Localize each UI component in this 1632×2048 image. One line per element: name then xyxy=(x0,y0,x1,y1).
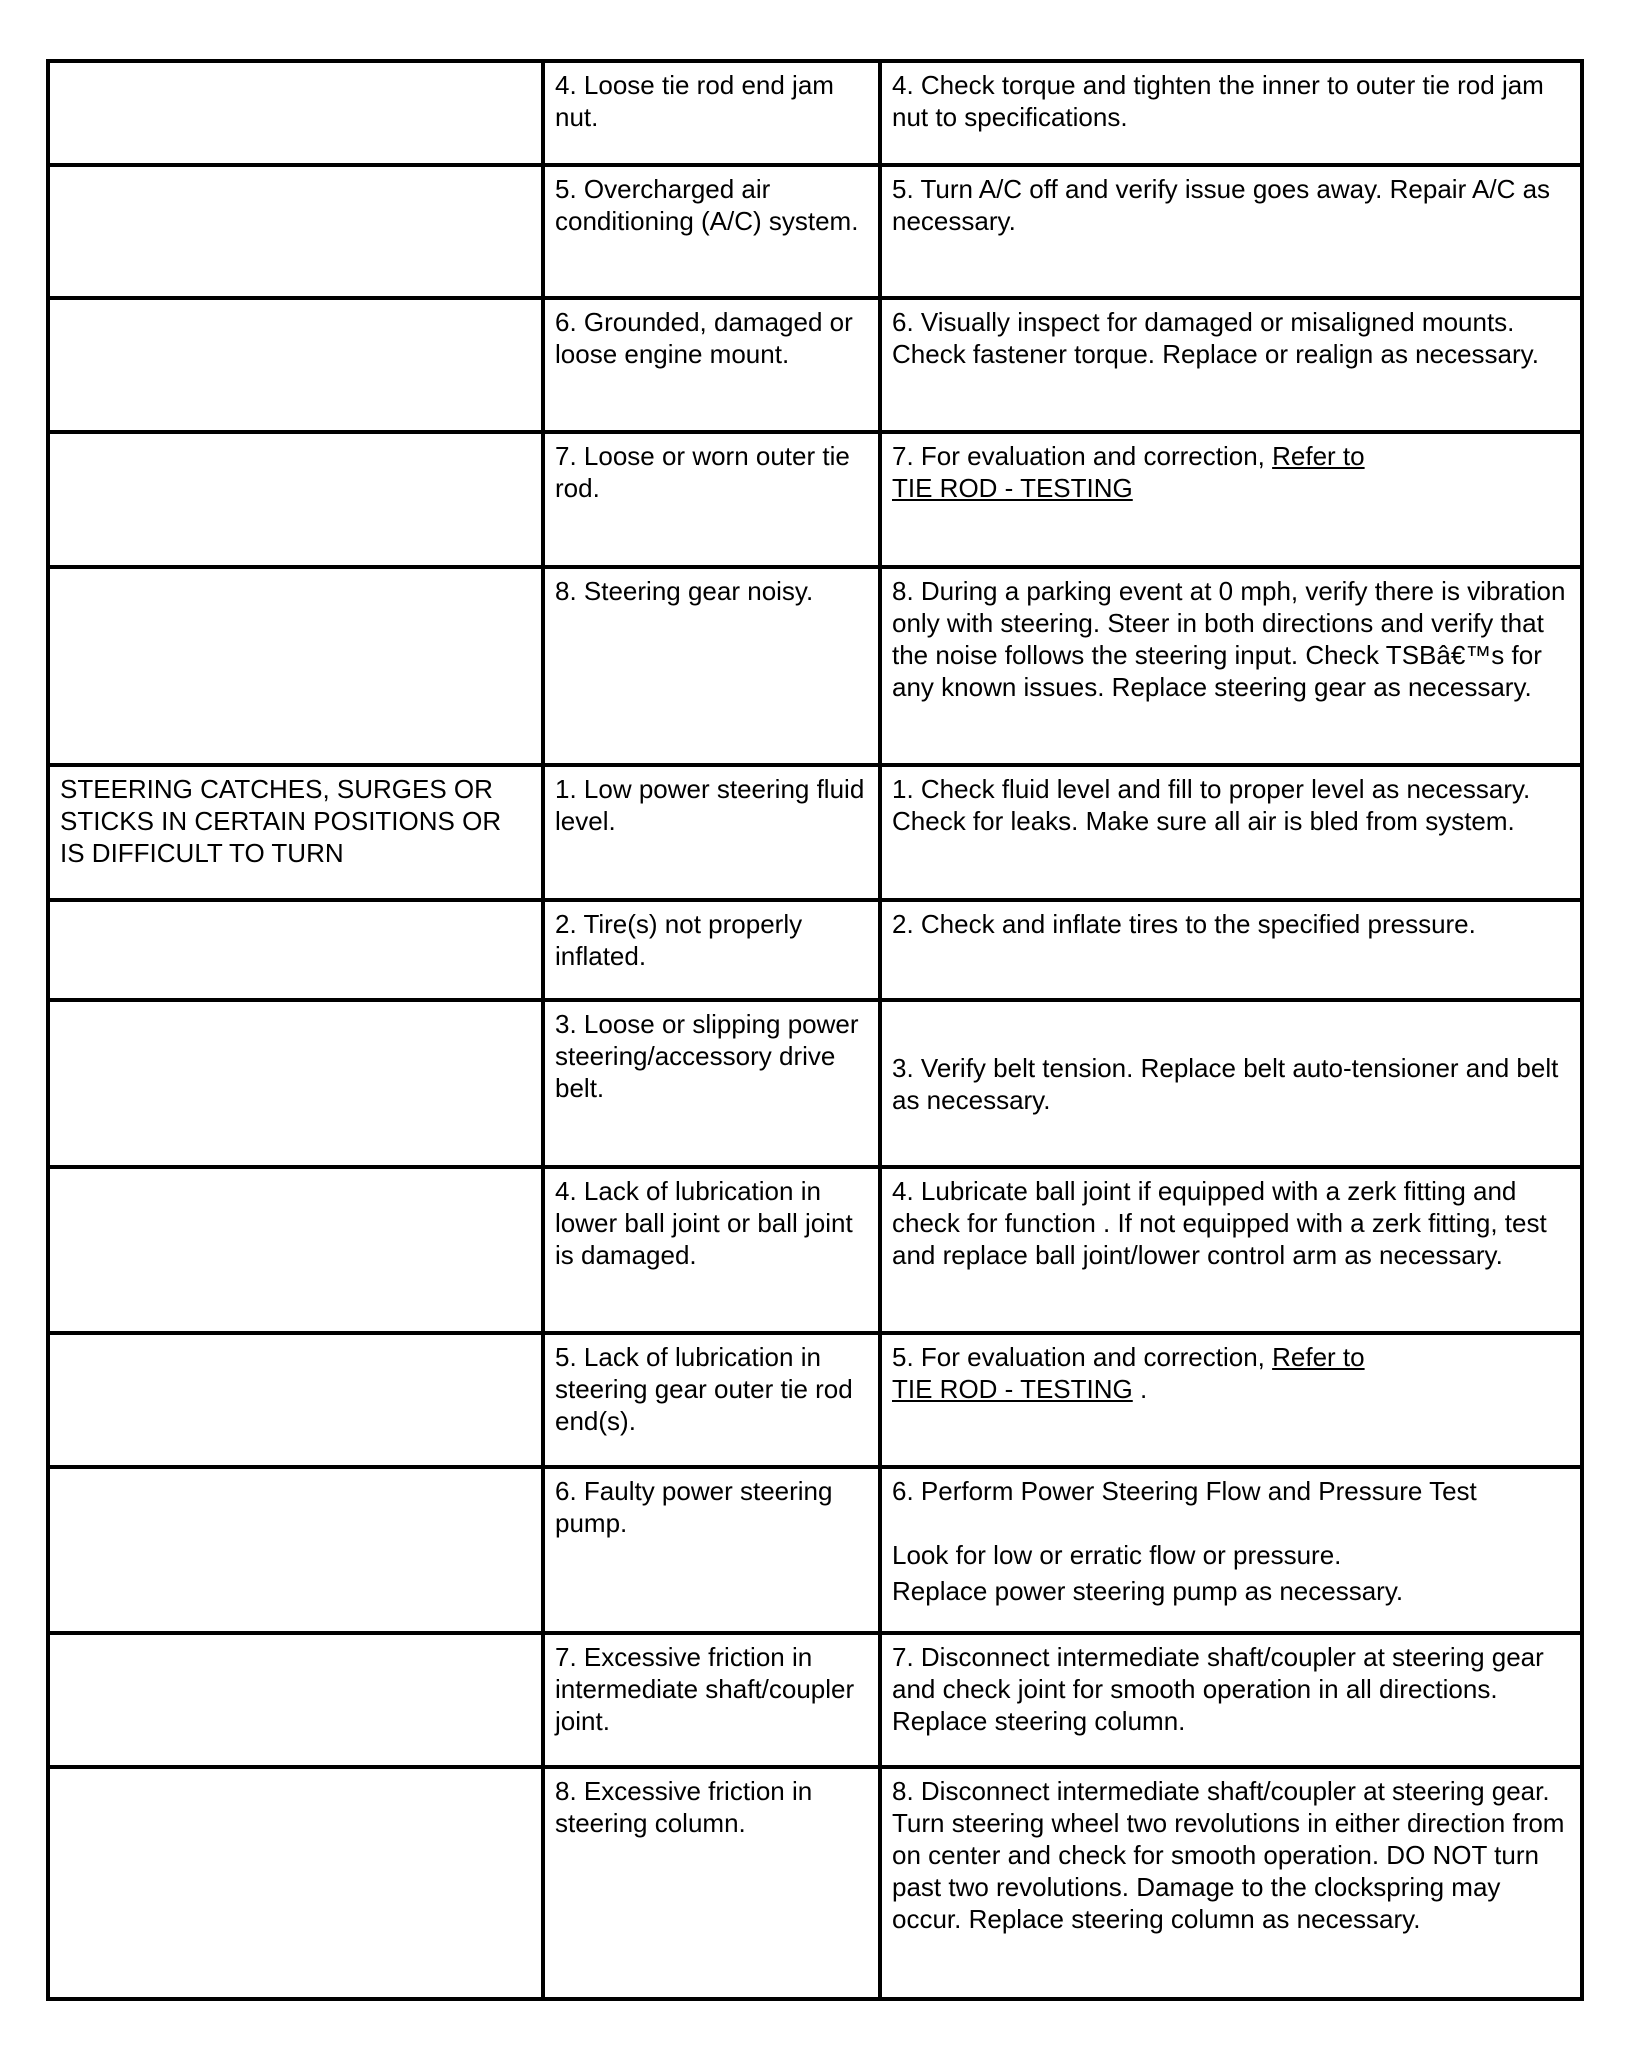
correction-text: 8. Disconnect intermediate shaft/coupler at steering gear. Turn steering wheel two revolutions in either direction from on center and check for smooth operation. DO NOT turn past two revolutions. Damage to the clockspring may occur. Replace steering column as necessary. xyxy=(892,1776,1565,1934)
correction-text: 2. Check and inflate tires to the specified pressure. xyxy=(892,909,1476,939)
correction-cell xyxy=(880,61,1582,165)
condition-cell xyxy=(48,1633,543,1767)
correction-cell xyxy=(880,1333,1582,1467)
correction-cell xyxy=(880,432,1582,567)
cause-cell: 7. Loose or worn outer tie rod. xyxy=(543,432,880,567)
condition-cell xyxy=(48,1333,543,1467)
correction-cell xyxy=(880,567,1582,765)
table-row xyxy=(48,1333,1582,1467)
cause-cell: 7. Excessive friction in intermediate shaft/coupler joint. xyxy=(543,1633,880,1767)
table-row xyxy=(48,1167,1582,1333)
tie-rod-testing-link[interactable]: TIE ROD - TESTING xyxy=(892,1374,1133,1404)
condition-cell xyxy=(48,61,543,165)
correction-cell xyxy=(880,1000,1582,1167)
cause-cell: 1. Low power steering fluid level. xyxy=(543,765,880,900)
cause-cell: 6. Grounded, damaged or loose engine mount. xyxy=(543,298,880,432)
condition-cell xyxy=(48,298,543,432)
condition-cell: STEERING CATCHES, SURGES OR STICKS IN CERTAIN POSITIONS OR IS DIFFICULT TO TURN xyxy=(48,765,543,900)
correction-text: 7. Disconnect intermediate shaft/coupler at steering gear and check joint for smooth operation in all directions. Replace steering column. xyxy=(892,1642,1544,1736)
correction-note: Replace power steering pump as necessary. xyxy=(892,1576,1404,1606)
condition-cell xyxy=(48,1467,543,1633)
correction-cell xyxy=(880,165,1582,298)
correction-cell xyxy=(880,1167,1582,1333)
table-row xyxy=(48,165,1582,298)
correction-cell xyxy=(880,298,1582,432)
cause-cell: 4. Loose tie rod end jam nut. xyxy=(543,61,880,165)
correction-text: 1. Check fluid level and fill to proper level as necessary. Check for leaks. Make sure all air is bled from system. xyxy=(892,774,1531,836)
cause-cell: 6. Faulty power steering pump. xyxy=(543,1467,880,1633)
correction-text: 5. For evaluation and correction, xyxy=(892,1342,1273,1372)
table-row xyxy=(48,1467,1582,1633)
table-row xyxy=(48,298,1582,432)
table-row xyxy=(48,1633,1582,1767)
correction-cell xyxy=(880,1467,1582,1633)
correction-text: 4. Lubricate ball joint if equipped with a zerk fitting and check for function . If not equipped with a zerk fitting, test and replace ball joint/lower control arm as necessary. xyxy=(892,1176,1547,1270)
cause-cell: 3. Loose or slipping power steering/accessory drive belt. xyxy=(543,1000,880,1167)
condition-cell xyxy=(48,165,543,298)
cause-cell: 4. Lack of lubrication in lower ball joint or ball joint is damaged. xyxy=(543,1167,880,1333)
condition-cell xyxy=(48,1767,543,1999)
cause-cell: 5. Lack of lubrication in steering gear outer tie rod end(s). xyxy=(543,1333,880,1467)
correction-text: 6. Perform Power Steering Flow and Pressure Test xyxy=(892,1476,1477,1506)
correction-text: 4. Check torque and tighten the inner to outer tie rod jam nut to specifications. xyxy=(892,70,1544,132)
tie-rod-testing-link[interactable]: TIE ROD - TESTING xyxy=(892,473,1133,503)
correction-cell xyxy=(880,1767,1582,1999)
condition-cell xyxy=(48,432,543,567)
correction-text: 8. During a parking event at 0 mph, verify there is vibration only with steering. Steer in both directions and verify that the noise follows the steering input. Check TSBâ€™s for any known issues. Replace steering gear as necessary. xyxy=(892,576,1566,702)
correction-cell xyxy=(880,900,1582,1000)
table-row xyxy=(48,432,1582,567)
table-row xyxy=(48,765,1582,900)
table-row xyxy=(48,567,1582,765)
cause-cell: 8. Steering gear noisy. xyxy=(543,567,880,765)
correction-note: Look for low or erratic flow or pressure. xyxy=(892,1540,1342,1570)
table-row xyxy=(48,1767,1582,1999)
correction-cell xyxy=(880,765,1582,900)
correction-text: 7. For evaluation and correction, xyxy=(892,441,1273,471)
table-row xyxy=(48,1000,1582,1167)
correction-text: 5. Turn A/C off and verify issue goes away. Repair A/C as necessary. xyxy=(892,174,1551,236)
correction-cell xyxy=(880,1633,1582,1767)
cause-cell: 8. Excessive friction in steering column. xyxy=(543,1767,880,1999)
table-row xyxy=(48,900,1582,1000)
refer-to-link[interactable]: Refer to xyxy=(1272,441,1365,471)
diagnosis-table xyxy=(46,59,1584,2001)
table-row xyxy=(48,61,1582,165)
correction-text: 3. Verify belt tension. Replace belt auto-tensioner and belt as necessary. xyxy=(892,1052,1559,1115)
condition-cell xyxy=(48,567,543,765)
cause-cell: 2. Tire(s) not properly inflated. xyxy=(543,900,880,1000)
condition-cell xyxy=(48,1167,543,1333)
refer-to-link[interactable]: Refer to xyxy=(1272,1342,1365,1372)
condition-cell xyxy=(48,900,543,1000)
cause-cell: 5. Overcharged air conditioning (A/C) system. xyxy=(543,165,880,298)
condition-cell xyxy=(48,1000,543,1167)
correction-text: 6. Visually inspect for damaged or misaligned mounts. Check fastener torque. Replace or realign as necessary. xyxy=(892,307,1539,369)
link-tail: . xyxy=(1132,1374,1148,1404)
